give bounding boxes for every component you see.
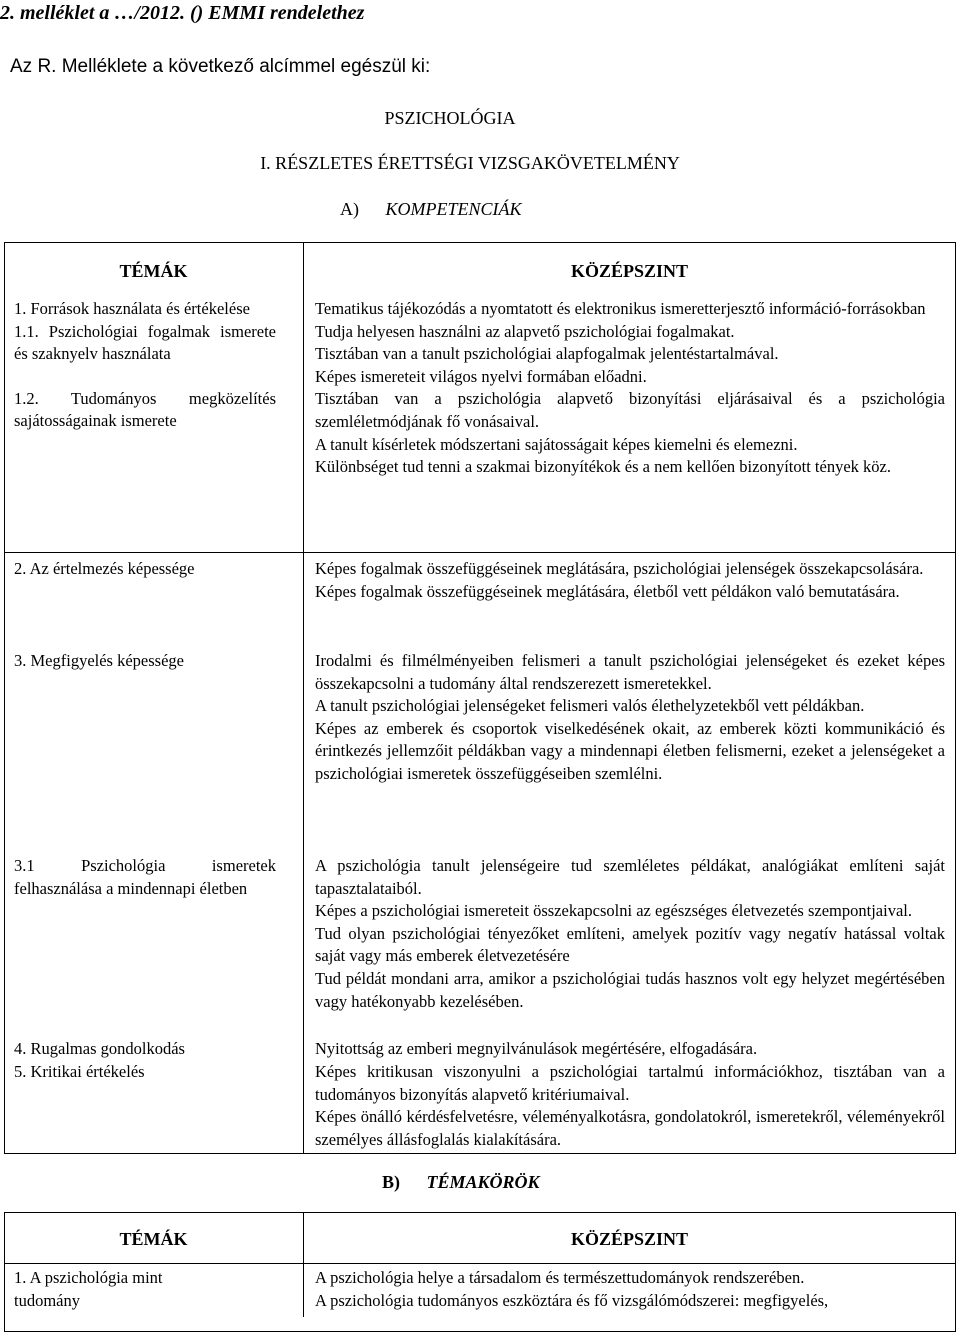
topic-text: 3. Megfigyelés képessége: [14, 651, 184, 670]
content-text: Képes kritikusan viszonyulni a pszichológiai tartalmú információkhoz, tisztában van a tudományos bizonyítás alapvető kritériumaival.: [315, 1062, 945, 1104]
table-row: [315, 855, 945, 1013]
table-b-header-divider: [4, 1263, 956, 1264]
content-text: Irodalmi és filmélményeiben felismeri a tanult pszichológiai jelenségeket és ezeket képes összekapcsolni a tudomány által rendszerezett ismeretekkel.: [315, 651, 945, 693]
section-heading: I. RÉSZLETES ÉRETTSÉGI VIZSGAKÖVETELMÉNY: [260, 153, 680, 173]
content-text: A pszichológia tanult jelenségeire tud szemléletes példákat, analógiákat említeni saját tapasztalataiból.: [315, 856, 945, 898]
content-text: Tisztában van a tanult pszichológiai alapfogalmak jelentéstartalmával.: [315, 344, 779, 364]
table-b-header-topics: TÉMÁK: [119, 1229, 188, 1249]
part-a-title: KOMPETENCIÁK: [385, 199, 522, 219]
table-a-header-topics: TÉMÁK: [119, 261, 188, 281]
topic-text: 1.2. Tudományos megközelítés sajátosságainak ismerete: [14, 388, 276, 431]
topic-text: 1. Források használata és értékelése: [14, 299, 250, 318]
content-text: Nyitottság az emberi megnyilvánulások megértésére, elfogadására.: [315, 1039, 758, 1058]
table-b-header-level: KÖZÉPSZINT: [570, 1229, 689, 1249]
table-row: [315, 558, 945, 603]
table-row: [315, 650, 945, 786]
table-row: [14, 650, 294, 673]
content-text: Képes ismereteit világos nyelvi formában előadni.: [315, 366, 647, 386]
topic-text: 1. A pszichológia mint tudomány: [14, 1268, 163, 1310]
table-row: [315, 1038, 945, 1061]
table-row: [315, 1267, 945, 1312]
content-text: A pszichológia helye a társadalom és természettudományok rendszerében.: [315, 1268, 805, 1287]
table-a-header-level: KÖZÉPSZINT: [570, 261, 689, 281]
topic-text: 1.1. Pszichológiai fogalmak ismerete és szaknyelv használata: [14, 321, 276, 364]
intro-line: Az R. Melléklete a következő alcímmel egészül ki:: [10, 56, 431, 77]
subject-heading: PSZICHOLÓGIA: [384, 108, 516, 128]
content-text: Képes a pszichológiai ismereteit összekapcsolni az egészséges életvezetés szempontjaival.: [315, 901, 912, 921]
content-text: Tematikus tájékozódás a nyomtatott és elektronikus ismeretterjesztő információ-forrásokban: [315, 299, 926, 318]
topic-text: 2. Az értelmezés képessége: [14, 559, 195, 578]
table-row: [14, 855, 276, 900]
part-a-letter: A): [340, 199, 359, 219]
part-a-heading: [340, 198, 522, 221]
content-text: Tudja helyesen használni az alapvető pszichológiai fogalmakat.: [315, 321, 735, 341]
content-text: Képes fogalmak összefüggéseinek meglátására, életből vett példákon való bemutatására.: [315, 581, 900, 601]
topic-text: 4. Rugalmas gondolkodás: [14, 1039, 185, 1058]
part-b-title: TÉMAKÖRÖK: [426, 1172, 540, 1192]
table-row: [14, 1061, 294, 1084]
content-text: A tanult kísérletek módszertani sajátosságait képes kiemelni és elemezni.: [315, 434, 798, 454]
table-row: [14, 558, 294, 581]
part-b-letter: B): [382, 1172, 400, 1192]
document-title: 2. melléklet a …/2012. () EMMI rendelethez: [0, 2, 365, 24]
content-text: Tud olyan pszichológiai tényezőket említeni, amelyek pozitív vagy negatív hatással voltak saját vagy más emberek életvezetésére: [315, 923, 945, 966]
topic-text: 3.1 Pszichológia ismeretek felhasználása a mindennapi életben: [14, 856, 276, 898]
content-text: Tud példát mondani arra, amikor a pszichológiai tudás hasznos volt egy helyzet megértésében vagy hatékonyabb kezelésében.: [315, 968, 945, 1011]
content-text: Képes fogalmak összefüggéseinek meglátására, pszichológiai jelenségek összekapcsolására.: [315, 559, 924, 578]
content-text: Képes önálló kérdésfelvetésre, véleményalkotásra, gondolatokról, ismeretekről, véleményekről személyes állásfoglalás kialakítására.: [315, 1107, 945, 1149]
table-row: [315, 298, 945, 479]
table-a-column-divider: [303, 242, 304, 1154]
topic-text: 5. Kritikai értékelés: [14, 1062, 145, 1081]
content-text: Tisztában van a pszichológia alapvető bizonyítási eljárásaival és a pszichológia szemléletmódjának fő vonásaival.: [315, 389, 945, 431]
table-row: [14, 1038, 294, 1061]
table-row: [14, 298, 276, 433]
content-text: Képes az emberek és csoportok viselkedésének okait, az emberek közti kommunikáció és érintkezés jellemzőit példákban vagy a mindennapi életben felismerni, ezeket a jelenségeket a pszichológiai ismeretek összefüggéseiben szemlélni.: [315, 718, 945, 783]
table-row: [14, 1267, 214, 1312]
part-b-heading: [382, 1171, 540, 1194]
content-text: A tanult pszichológiai jelenségeket felismeri valós élethelyzetekből vett példákban.: [315, 696, 865, 716]
table-row: [315, 1061, 945, 1151]
table-a-row-divider: [4, 552, 956, 553]
content-text: A pszichológia tudományos eszköztára és fő vizsgálómódszerei: megfigyelés,: [315, 1290, 829, 1310]
content-text: Különbséget tud tenni a szakmai bizonyítékok és a nem kellően bizonyított tények köz.: [315, 457, 891, 477]
